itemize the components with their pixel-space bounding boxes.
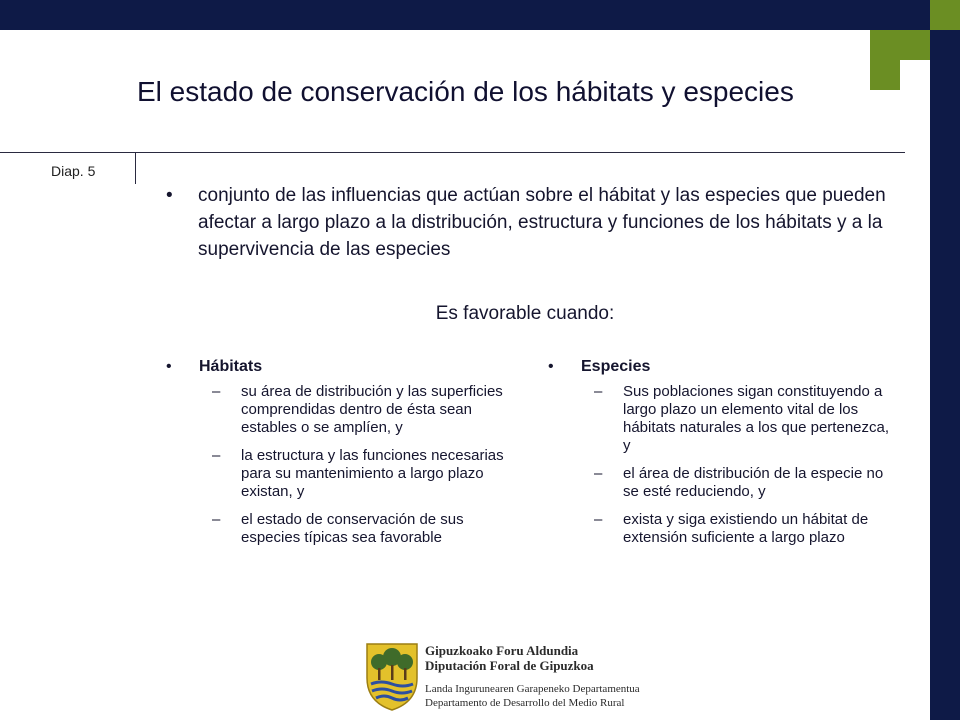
dept-name-basque: Landa Ingurunearen Garapeneko Departamentua (425, 683, 640, 695)
list-item (166, 511, 516, 547)
org-name-basque: Gipuzkoako Foru Aldundia (425, 643, 579, 658)
bullet-icon: • (548, 358, 554, 375)
dash-icon: – (594, 465, 603, 482)
list-item-text: el área de distribución de la especie no se esté reduciendo, y (623, 465, 884, 500)
org-name-spanish: Diputación Foral de Gipuzkoa (425, 658, 594, 673)
especies-list (548, 383, 898, 547)
list-item (548, 465, 898, 501)
dash-icon: – (212, 447, 221, 464)
main-bullet-text: conjunto de las influencias que actúan sobre el hábitat y las especies que pueden afectar a largo plazo a la distribución, estructura y funciones de los hábitats y a la supervivencia de las especies (198, 185, 886, 260)
dash-icon: – (212, 383, 221, 400)
organization-block (425, 643, 640, 710)
dash-icon: – (212, 511, 221, 528)
list-item (166, 447, 516, 501)
list-item (166, 383, 516, 437)
list-item-text: la estructura y las funciones necesarias para su mantenimiento a largo plazo existan, y (241, 447, 504, 500)
top-bar (0, 0, 960, 30)
slide-number: Diap. 5 (51, 163, 96, 179)
coat-of-arms-icon (363, 640, 421, 712)
slide-title: El estado de conservación de los hábitats y especies (137, 76, 794, 107)
subheading: Es favorable cuando: (435, 303, 615, 324)
corner-accent-square (930, 0, 960, 30)
habitats-heading (166, 356, 516, 378)
dash-icon: – (594, 511, 603, 528)
especies-heading (548, 356, 898, 378)
bullet-icon: • (166, 185, 173, 206)
habitats-heading-text: Hábitats (199, 358, 263, 375)
dept-name-spanish: Departamento de Desarrollo del Medio Rural (425, 697, 625, 709)
list-item-text: su área de distribución y las superficies comprendidas dentro de ésta sean estables o se amplíen, y (241, 383, 503, 436)
list-item (548, 511, 898, 547)
list-item-text: Sus poblaciones sigan constituyendo a largo plazo un elemento vital de los hábitats naturales a los que pertenezca, y (623, 383, 890, 454)
dash-icon: – (594, 383, 603, 400)
main-bullet (166, 182, 896, 263)
bullet-icon: • (166, 358, 172, 375)
especies-heading-text: Especies (581, 358, 651, 375)
slide-number-divider (135, 152, 136, 184)
habitats-column (166, 356, 516, 557)
habitats-list (166, 383, 516, 547)
list-item-text: el estado de conservación de sus especies típicas sea favorable (241, 511, 464, 546)
right-bar (930, 30, 960, 720)
accent-notch (900, 60, 930, 90)
list-item (548, 383, 898, 455)
list-item-text: exista y siga existiendo un hábitat de extensión suficiente a largo plazo (623, 511, 869, 546)
especies-column (548, 356, 898, 557)
